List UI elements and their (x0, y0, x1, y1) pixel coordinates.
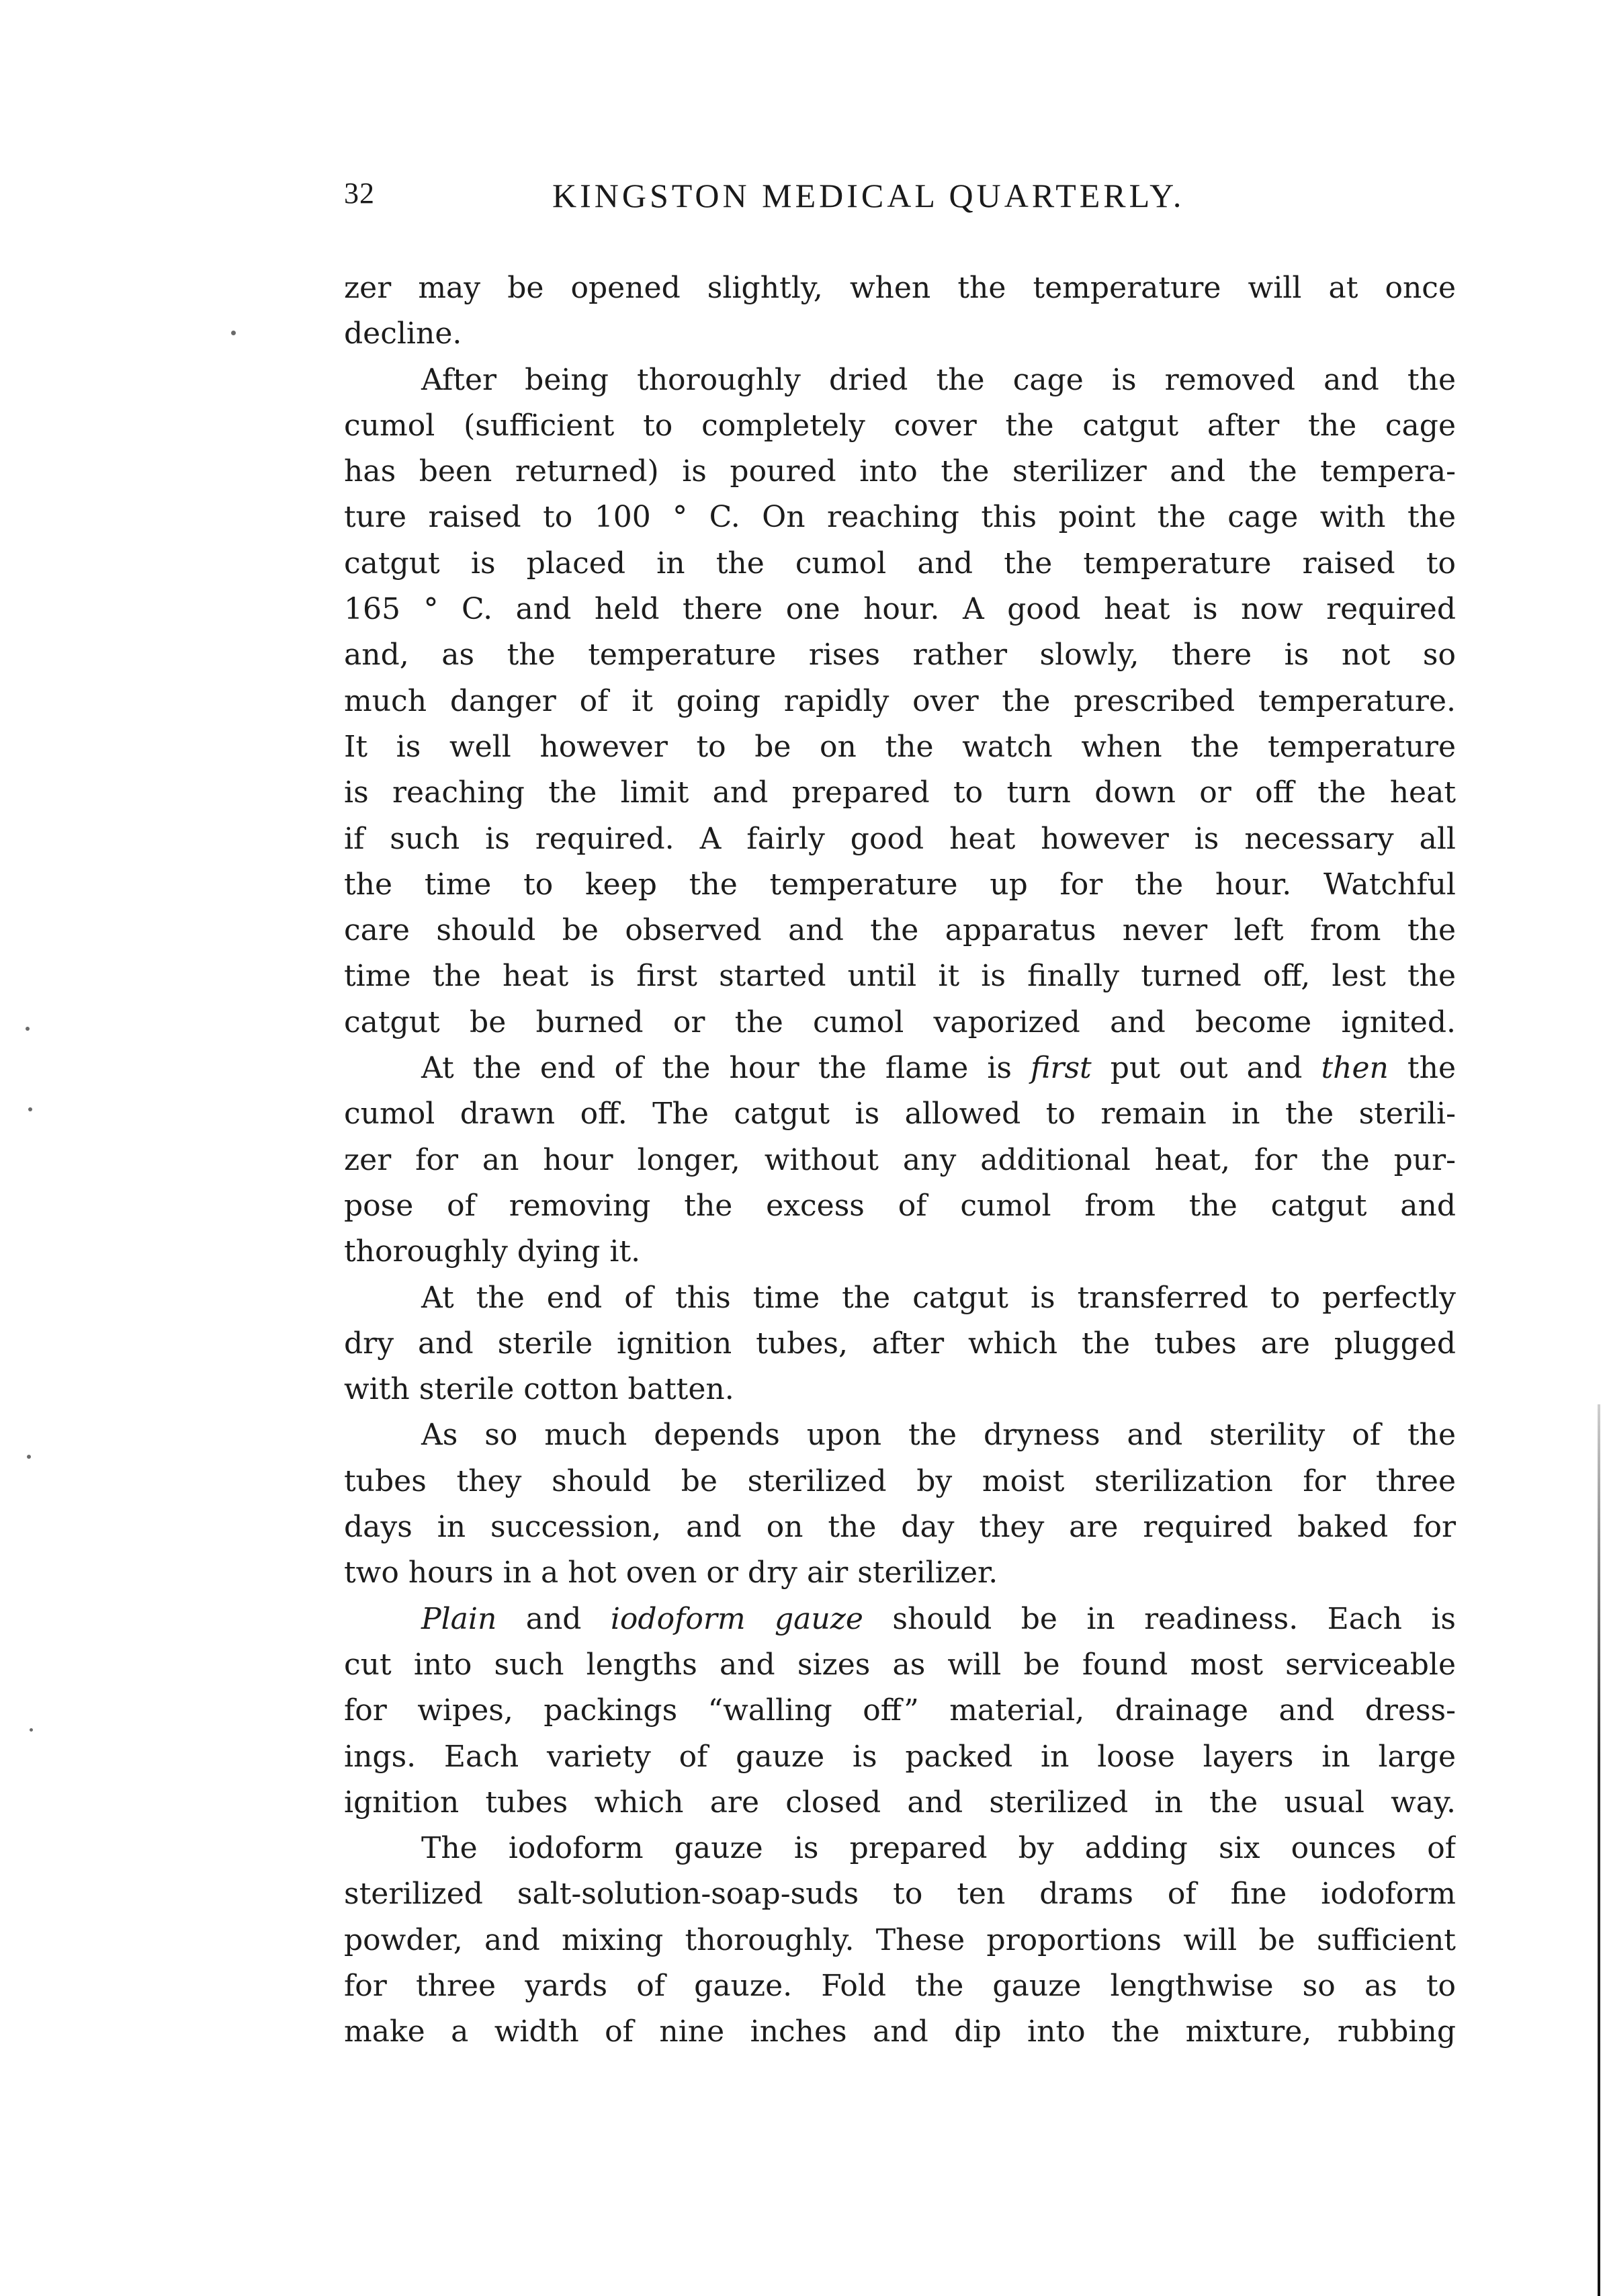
scan-speck (26, 1027, 30, 1031)
text-line: is reaching the limit and prepared to turn down or off the heat (344, 775, 1456, 810)
paragraph-start-line: As so much depends upon the dryness and sterility of the (421, 1418, 1456, 1453)
text-segment: should be in readiness. Each is (863, 1601, 1456, 1636)
text-line: for three yards of gauze. Fold the gauze lengthwise so as to (344, 1968, 1456, 2003)
text-segment: and (496, 1601, 611, 1636)
text-line: ings. Each variety of gauze is packed in loose layers in large (344, 1739, 1456, 1774)
italic-then: then (1321, 1051, 1389, 1086)
text-line: catgut be burned or the cumol vaporized and become ignited. (344, 1005, 1456, 1039)
text-line: ignition tubes which are closed and sterilized in the usual way. (344, 1785, 1456, 1820)
paragraph-start-line: The iodoform gauze is prepared by adding six ounces of (421, 1831, 1456, 1866)
text-line: has been returned) is poured into the sterilizer and the tempera- (344, 454, 1456, 489)
text-segment: At the end of the hour the flame is (421, 1051, 1031, 1086)
text-line: pose of removing the excess of cumol from the catgut and (344, 1188, 1456, 1223)
text-line: cumol drawn off. The catgut is allowed to remain in the sterili- (344, 1097, 1456, 1132)
text-line: with sterile cotton batten. (344, 1372, 734, 1407)
scan-speck (28, 1107, 32, 1111)
text-line: It is well however to be on the watch when the temperature (344, 729, 1456, 764)
text-line: ture raised to 100 ° C. On reaching this point the cage with the (344, 500, 1456, 535)
text-line: thoroughly dying it. (344, 1234, 641, 1269)
text-line: powder, and mixing thoroughly. These proportions will be sufficient (344, 1922, 1456, 1957)
text-segment: put out and (1091, 1051, 1321, 1086)
scan-speck (27, 1455, 31, 1459)
italic-first: first (1031, 1051, 1092, 1086)
text-line: and, as the temperature rises rather slowly, there is not so (344, 638, 1456, 673)
text-line: 165 ° C. and held there one hour. A good heat is now required (344, 592, 1456, 627)
text-line: zer for an hour longer, without any additional heat, for the pur- (344, 1142, 1456, 1177)
journal-title: KINGSTON MEDICAL QUARTERLY. (552, 177, 1185, 214)
text-line: time the heat is first started until it is finally turned off, lest the (344, 959, 1456, 994)
paragraph-start-line: At the end of this time the catgut is transferred to perfectly (421, 1280, 1456, 1315)
scan-speck (231, 331, 236, 335)
text-line: cumol (sufficient to completely cover the catgut after the cage (344, 408, 1456, 443)
body-text (344, 265, 1456, 2055)
text-line: days in succession, and on the day they are required baked for (344, 1510, 1456, 1545)
text-segment: the (1388, 1051, 1456, 1086)
running-head (344, 176, 1452, 230)
text-line: much danger of it going rapidly over the prescribed temperature. (344, 683, 1456, 718)
italic-plain: Plain (421, 1601, 497, 1636)
page-number: 32 (344, 177, 375, 210)
text-line: for wipes, packings “walling off” material, drainage and dress- (344, 1693, 1456, 1728)
text-line: the time to keep the temperature up for the hour. Watchful (344, 867, 1456, 902)
text-line: dry and sterile ignition tubes, after which the tubes are plugged (344, 1326, 1456, 1361)
text-line: catgut is placed in the cumol and the temperature raised to (344, 546, 1456, 581)
text-line: make a width of nine inches and dip into the mixture, rubbing (344, 2014, 1456, 2049)
text-line: care should be observed and the apparatus never left from the (344, 913, 1456, 948)
text-line: decline. (344, 316, 462, 351)
page-edge-shadow (1598, 1404, 1600, 2296)
text-line: cut into such lengths and sizes as will be found most serviceable (344, 1647, 1456, 1682)
text-line: zer may be opened slightly, when the temperature will at once (344, 271, 1456, 305)
paragraph-start-line (344, 1046, 1456, 1091)
text-line: tubes they should be sterilized by moist sterilization for three (344, 1463, 1456, 1498)
scan-speck (30, 1728, 33, 1732)
paragraph-start-line: After being thoroughly dried the cage is removed and the (421, 362, 1456, 397)
text-line: two hours in a hot oven or dry air sterilizer. (344, 1556, 998, 1590)
italic-iodoform-gauze: iodoform gauze (610, 1601, 863, 1636)
text-line: sterilized salt-solution-soap-suds to ten drams of fine iodoform (344, 1877, 1456, 1912)
paragraph-start-line (344, 1597, 1456, 1642)
text-line: if such is required. A fairly good heat however is necessary all (344, 821, 1456, 856)
